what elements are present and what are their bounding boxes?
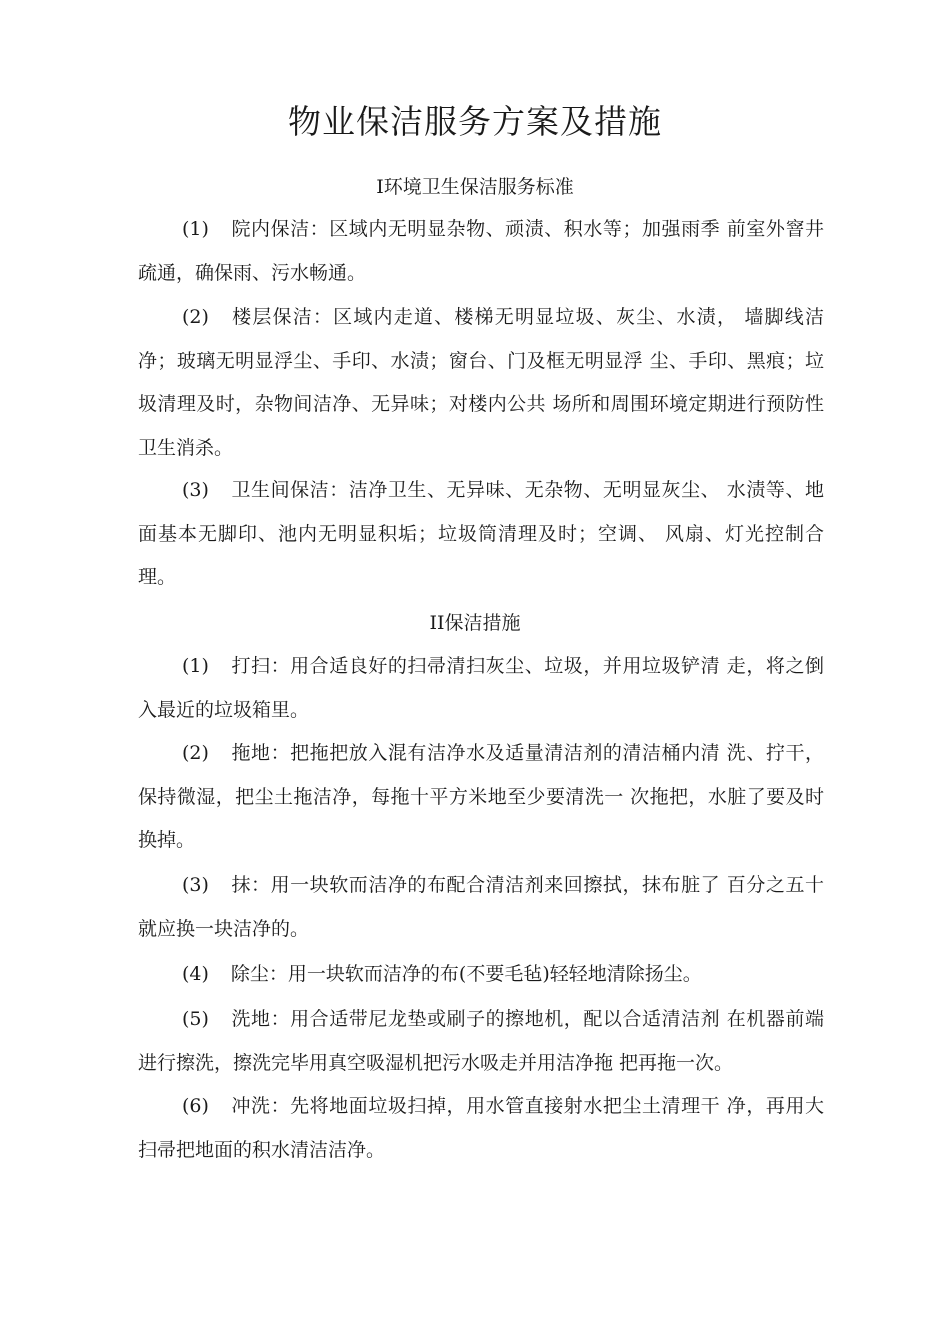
item-number: (2) [182, 306, 209, 328]
paragraph-item [138, 645, 824, 732]
paragraph-item [138, 953, 824, 997]
item-number: (1) [182, 218, 209, 240]
item-text: 抹：用一块软而洁净的布配合清洁剂来回擦拭，抹布脏了 百分之五十就应换一块洁净的。 [138, 874, 824, 940]
item-number: (6) [182, 1095, 209, 1117]
section-heading-measures: II保洁措施 [429, 612, 521, 634]
item-text: 卫生间保洁：洁净卫生、无异味、无杂物、无明显灰尘、 水渍等、地面基本无脚印、池内无明显积垢；垃圾筒清理及时；空调、 风扇、灯光控制合理。 [138, 479, 824, 588]
item-text: 楼层保洁：区域内走道、楼梯无明显垃圾、灰尘、水渍， 墙脚线洁净；玻璃无明显浮尘、手印、水渍；窗台、门及框无明显浮 尘、手印、黑痕；垃圾清理及时，杂物间洁净、无异味；对楼内公共 场所和周围环境定期进行预防性卫生消杀。 [138, 306, 824, 459]
paragraph-item [138, 998, 824, 1085]
item-text: 洗地：用合适带尼龙垫或刷子的擦地机，配以合适清洁剂 在机器前端进行擦洗，擦洗完毕用真空吸湿机把污水吸走并用洁净拖 把再拖一次。 [138, 1008, 824, 1074]
item-number: (2) [182, 742, 209, 764]
item-number: (4) [182, 963, 209, 985]
paragraph-item [138, 469, 824, 600]
paragraph-item [138, 1085, 824, 1172]
item-text: 冲洗：先将地面垃圾扫掉，用水管直接射水把尘土清理干 净，再用大扫帚把地面的积水清洁洁净。 [138, 1095, 824, 1161]
item-text: 拖地：把拖把放入混有洁净水及适量清洁剂的清洁桶内清 洗、拧干，保持微湿，把尘土拖洁净，每拖十平方米地至少要清洗一 次拖把，水脏了要及时换掉。 [138, 742, 824, 851]
item-text: 院内保洁：区域内无明显杂物、顽渍、积水等；加强雨季 前室外窨井疏通，确保雨、污水畅通。 [138, 218, 824, 284]
item-text: 除尘：用一块软而洁净的布(不要毛毡)轻轻地清除扬尘。 [230, 963, 702, 985]
paragraph-item [138, 208, 824, 295]
section-heading-standards: I环境卫生保洁服务标准 [376, 176, 574, 198]
item-number: (1) [182, 655, 209, 677]
item-number: (3) [182, 874, 209, 896]
paragraph-item [138, 296, 824, 470]
item-number: (3) [182, 479, 209, 501]
document-title: 物业保洁服务方案及措施 [288, 102, 662, 141]
paragraph-item [138, 864, 824, 951]
item-text: 打扫：用合适良好的扫帚清扫灰尘、垃圾，并用垃圾铲清 走，将之倒入最近的垃圾箱里。 [138, 655, 824, 721]
item-number: (5) [182, 1008, 209, 1030]
paragraph-item [138, 732, 824, 863]
